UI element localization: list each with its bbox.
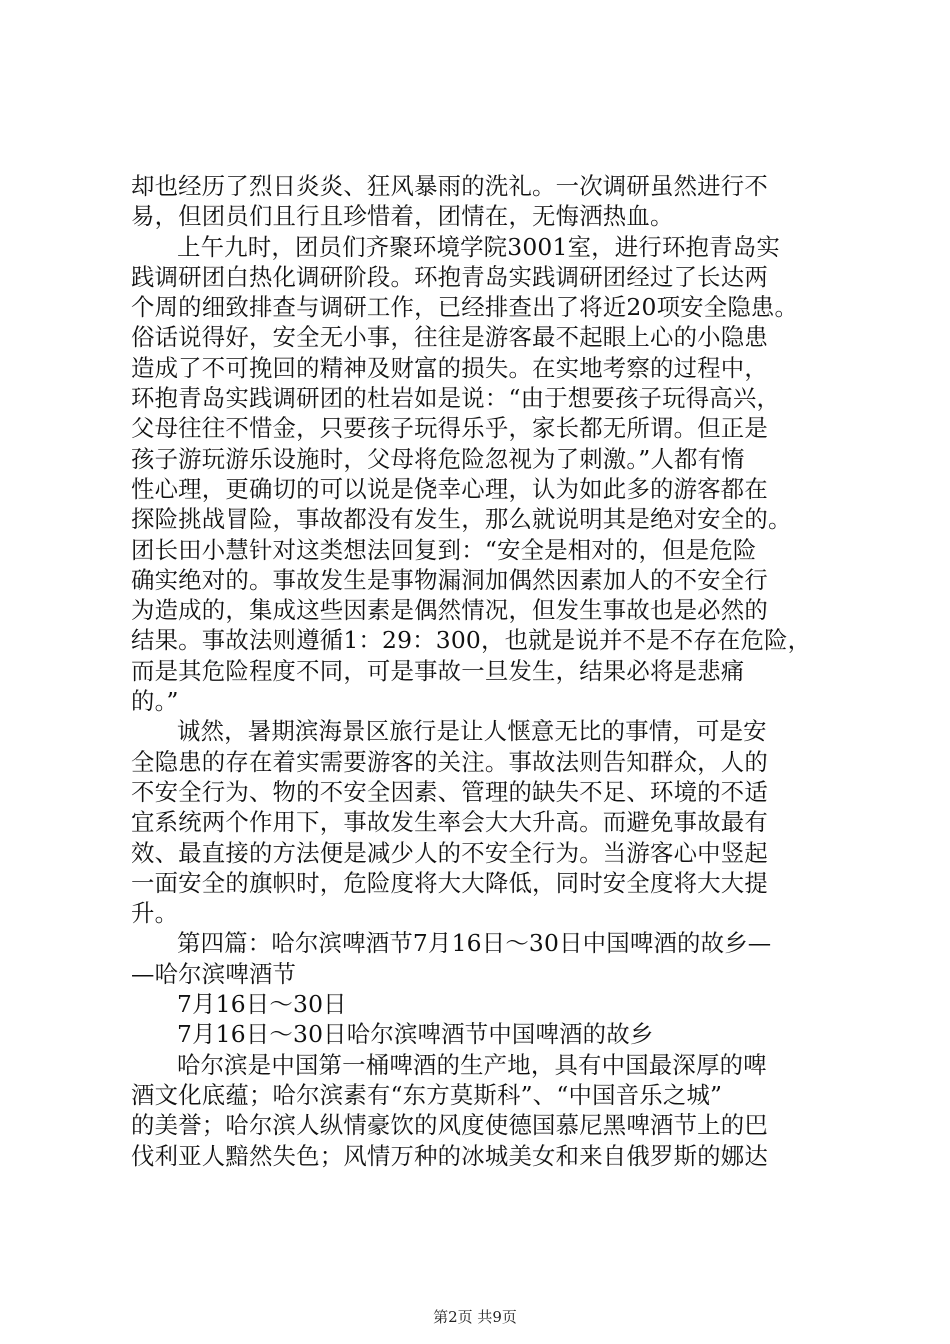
text-line: 而是其危险程度不同，可是事故一旦发生，结果必将是悲痛 [131,656,745,685]
text-line: 造成了不可挽回的精神及财富的损失。在实地考察的过程中， [131,353,768,382]
paragraph [131,232,831,717]
text-line: 一面安全的旗帜时，危险度将大大降低，同时安全度将大大提 [131,868,768,897]
paragraph [131,1050,831,1171]
paragraph [131,989,831,1019]
text-line: 孩子游玩游乐设施时，父母将危险忽视为了刺激。”人都有惰 [131,444,745,473]
paragraph [131,171,831,232]
paragraph [131,1019,831,1049]
paragraph [131,928,831,989]
text-line: 易，但团员们且行且珍惜着，团情在，无悔洒热血。 [131,202,674,231]
paragraph [131,716,831,928]
text-line: 效、最直接的方法便是减少人的不安全行为。当游客心中竖起 [131,838,768,867]
page-footer: 第2页 共9页 [433,1308,517,1326]
text-line: 性心理，更确切的可以说是侥幸心理，认为如此多的游客都在 [131,474,768,503]
text-line: 升。 [131,899,179,928]
text-line: 探险挑战冒险，事故都没有发生，那么就说明其是绝对安全的。 [131,505,792,534]
text-line: 全隐患的存在着实需要游客的关注。事故法则告知群众，人的 [131,747,768,776]
text-line: 团长田小慧针对这类想法回复到：“安全是相对的，但是危险 [131,535,757,564]
text-line: —哈尔滨啤酒节 [131,959,297,988]
text-line: 个周的细致排查与调研工作，已经排查出了将近20项安全隐患。 [131,293,799,322]
text-line: 上午九时，团员们齐聚环境学院3001室，进行环抱青岛实 [177,232,780,261]
text-line: 酒文化底蕴；哈尔滨素有“东方莫斯科”、“中国音乐之城” [131,1080,723,1109]
document-body [131,171,831,1171]
text-line: 的美誉；哈尔滨人纵情豪饮的风度使德国慕尼黑啤酒节上的巴 [131,1111,768,1140]
text-line: 7月16日～30日哈尔滨啤酒节中国啤酒的故乡 [177,1020,654,1049]
text-line: 环抱青岛实践调研团的杜岩如是说：“由于想要孩子玩得高兴， [131,384,781,413]
text-line: 第四篇：哈尔滨啤酒节7月16日～30日中国啤酒的故乡— [177,929,772,958]
text-line: 结果。事故法则遵循1：29：300，也就是说并不是不存在危险， [131,626,812,655]
text-line: 诚然，暑期滨海景区旅行是让人惬意无比的事情，可是安 [177,717,767,746]
text-line: 为造成的，集成这些因素是偶然情况，但发生事故也是必然的 [131,596,768,625]
text-line: 践调研团白热化调研阶段。环抱青岛实践调研团经过了长达两 [131,262,768,291]
text-line: 却也经历了烈日炎炎、狂风暴雨的洗礼。一次调研虽然进行不 [131,172,768,200]
text-line: 俗话说得好，安全无小事，往往是游客最不起眼上心的小隐患 [131,323,768,352]
text-line: 的。” [131,687,179,716]
text-line: 宜系统两个作用下，事故发生率会大大升高。而避免事故最有 [131,808,768,837]
text-line: 不安全行为、物的不安全因素、管理的缺失不足、环境的不适 [131,777,768,806]
text-line: 哈尔滨是中国第一桶啤酒的生产地，具有中国最深厚的啤 [177,1050,767,1079]
text-line: 7月16日～30日 [177,990,347,1019]
text-line: 确实绝对的。事故发生是事物漏洞加偶然因素加人的不安全行 [131,565,768,594]
text-line: 伐利亚人黯然失色；风情万种的冰城美女和来自俄罗斯的娜达 [131,1141,768,1170]
text-line: 父母往往不惜金，只要孩子玩得乐乎，家长都无所谓。但正是 [131,414,768,443]
